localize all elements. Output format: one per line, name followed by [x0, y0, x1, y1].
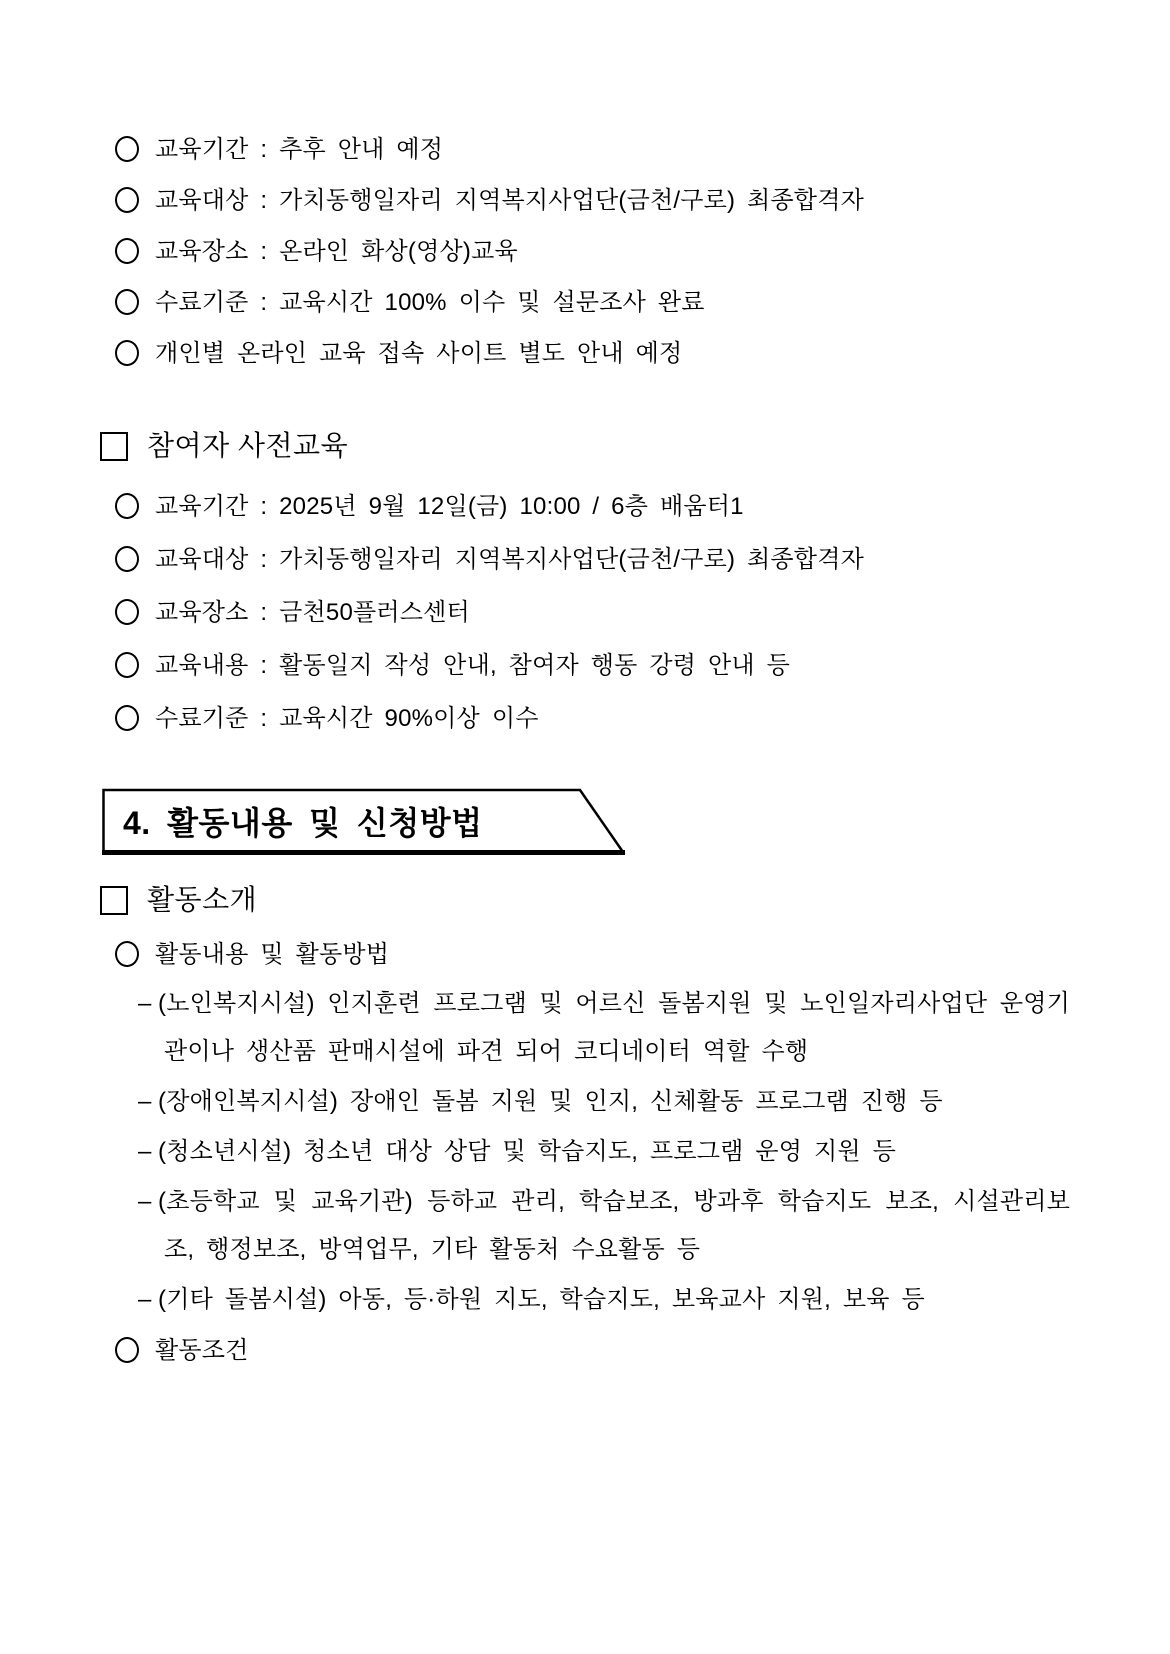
- list-item: [115, 598, 1070, 628]
- circle-bullet-icon: [115, 941, 139, 967]
- circle-bullet-icon: [115, 238, 139, 264]
- list-item: [115, 135, 1070, 165]
- list-item-text: 활동내용 및 활동방법: [155, 941, 390, 968]
- list-item-text: 교육장소 : 금천50플러스센터: [155, 599, 470, 626]
- detail-text: (기타 돌봄시설) 아동, 등·하원 지도, 학습지도, 보육교사 지원, 보육 등: [158, 1286, 925, 1313]
- list-item: [115, 339, 1070, 369]
- detail-item: [138, 1078, 1070, 1126]
- circle-bullet-icon: [115, 652, 139, 678]
- list-item: [115, 186, 1070, 216]
- detail-item: [138, 1276, 1070, 1324]
- activity-intro-heading: [100, 882, 1070, 918]
- list-item-text: 교육내용 : 활동일지 작성 안내, 참여자 행동 강령 안내 등: [155, 652, 790, 679]
- list-item: [115, 1336, 1070, 1366]
- detail-text: (장애인복지시설) 장애인 돌봄 지원 및 인지, 신체활동 프로그램 진행 등: [158, 1088, 943, 1115]
- detail-item: [138, 980, 1070, 1076]
- heading-text: 활동소개: [147, 884, 258, 915]
- list-item-text: 교육대상 : 가치동행일자리 지역복지사업단(금천/구로) 최종합격자: [155, 187, 864, 214]
- circle-bullet-icon: [115, 340, 139, 366]
- list-item-text: 개인별 온라인 교육 접속 사이트 별도 안내 예정: [155, 340, 683, 367]
- detail-text: (청소년시설) 청소년 대상 상담 및 학습지도, 프로그램 운영 지원 등: [158, 1138, 897, 1165]
- list-item: [115, 237, 1070, 267]
- list-item-text: 수료기준 : 교육시간 90%이상 이수: [155, 705, 539, 732]
- list-item-text: 교육장소 : 온라인 화상(영상)교육: [155, 238, 518, 265]
- list-item-text: 교육대상 : 가치동행일자리 지역복지사업단(금천/구로) 최종합격자: [155, 546, 864, 573]
- detail-item: [138, 1178, 1070, 1274]
- list-item: [115, 545, 1070, 575]
- detail-item: [138, 1128, 1070, 1176]
- circle-bullet-icon: [115, 136, 139, 162]
- circle-bullet-icon: [115, 187, 139, 213]
- section-4-banner: [102, 788, 627, 856]
- heading-text: 참여자 사전교육: [147, 430, 349, 461]
- square-bullet-icon: [100, 432, 128, 461]
- section-4-title: 4. 활동내용 및 신청방법: [123, 805, 483, 842]
- square-bullet-icon: [100, 886, 128, 915]
- list-item: [115, 704, 1070, 734]
- list-item-text: 교육기간 : 추후 안내 예정: [155, 136, 444, 163]
- detail-text: (노인복지시설) 인지훈련 프로그램 및 어르신 돌봄지원 및 노인일자리사업단 운영기관이나 생산품 판매시설에 파견 되어 코디네이터 역할 수행: [158, 990, 1070, 1065]
- circle-bullet-icon: [115, 599, 139, 625]
- circle-bullet-icon: [115, 1337, 139, 1363]
- circle-bullet-icon: [115, 493, 139, 519]
- circle-bullet-icon: [115, 705, 139, 731]
- dash-bullet-icon: –: [138, 1286, 152, 1313]
- dash-bullet-icon: –: [138, 1138, 152, 1165]
- pre-education-heading: [100, 428, 1070, 464]
- dash-bullet-icon: –: [138, 1188, 152, 1215]
- list-item: [115, 940, 1070, 970]
- list-item: [115, 492, 1070, 522]
- detail-text: (초등학교 및 교육기관) 등하교 관리, 학습보조, 방과후 학습지도 보조, 시설관리보조, 행정보조, 방역업무, 기타 활동처 수요활동 등: [158, 1188, 1070, 1263]
- circle-bullet-icon: [115, 289, 139, 315]
- dash-bullet-icon: –: [138, 1088, 152, 1115]
- list-item-text: 활동조건: [155, 1337, 249, 1364]
- dash-bullet-icon: –: [138, 990, 152, 1017]
- list-item-text: 수료기준 : 교육시간 100% 이수 및 설문조사 완료: [155, 289, 705, 316]
- circle-bullet-icon: [115, 546, 139, 572]
- list-item: [115, 288, 1070, 318]
- list-item: [115, 651, 1070, 681]
- list-item-text: 교육기간 : 2025년 9월 12일(금) 10:00 / 6층 배움터1: [155, 493, 744, 520]
